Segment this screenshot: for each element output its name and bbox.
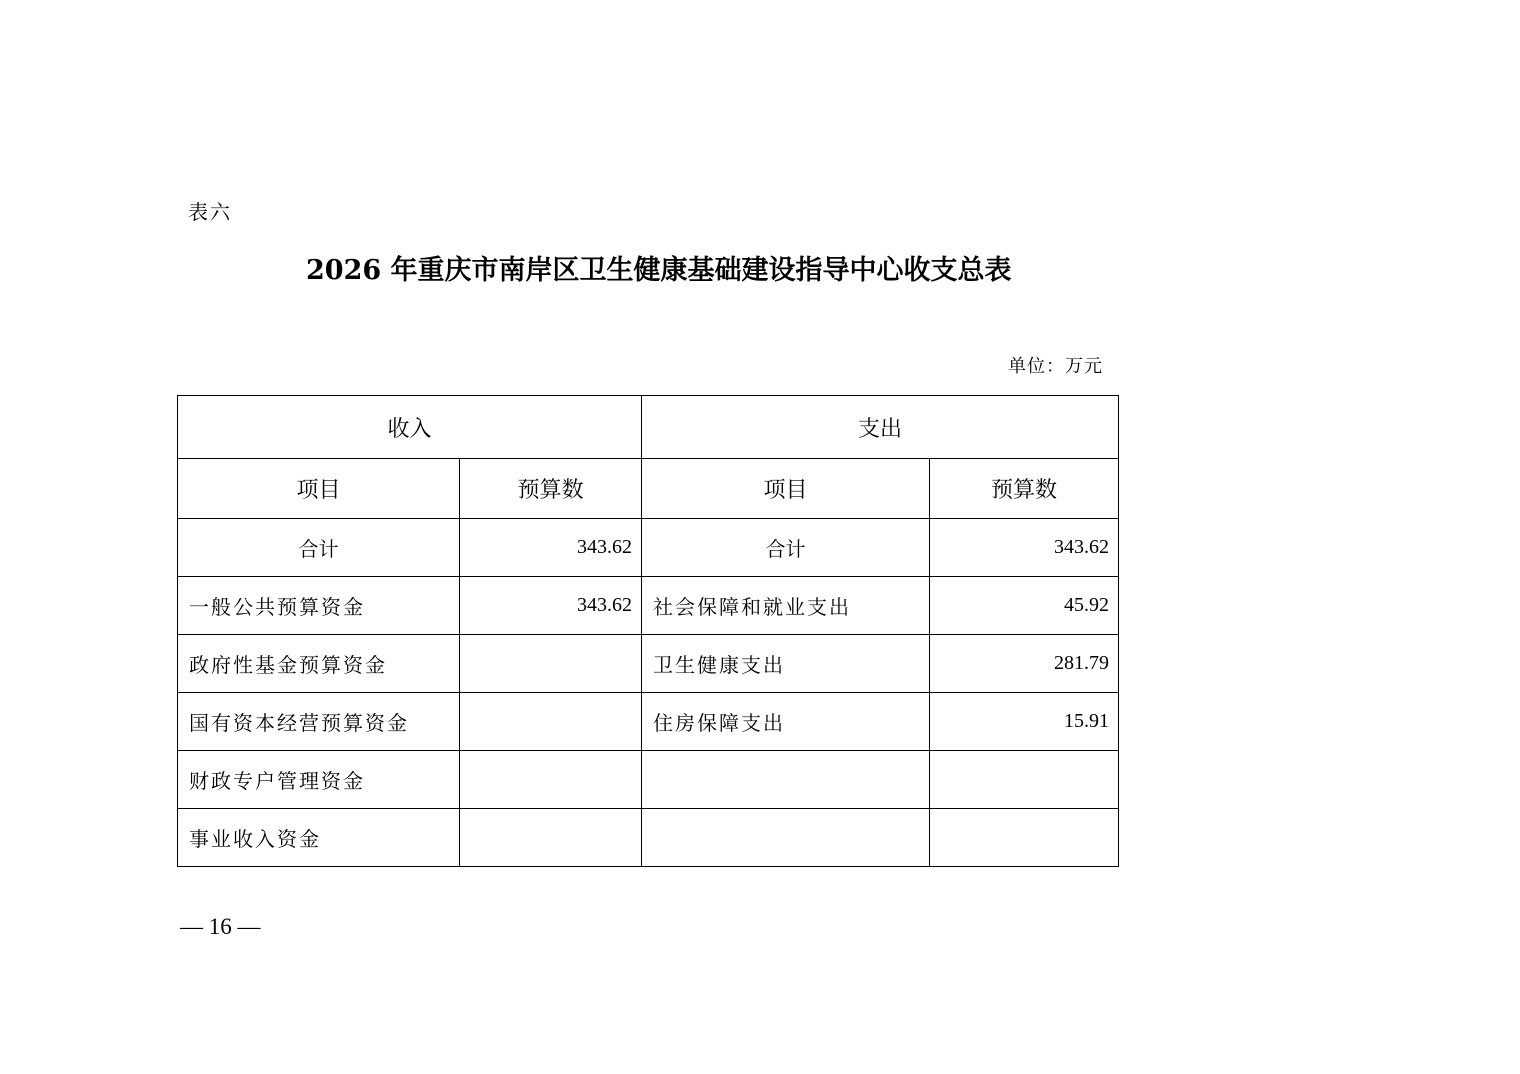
income-amount-cell (460, 751, 642, 809)
income-amount-cell: 343.62 (460, 519, 642, 577)
table-header-row (178, 396, 1119, 459)
expense-item-cell (642, 751, 930, 809)
income-amount-cell (460, 635, 642, 693)
income-budget-header: 预算数 (460, 459, 642, 519)
expense-item-cell (642, 809, 930, 867)
expense-header: 支出 (642, 396, 1119, 459)
table-row (178, 635, 1119, 693)
expense-amount-cell: 281.79 (930, 635, 1119, 693)
income-item-cell: 国有资本经营预算资金 (178, 693, 460, 751)
expense-item-cell: 卫生健康支出 (642, 635, 930, 693)
table-row (178, 809, 1119, 867)
income-item-cell: 合计 (178, 519, 460, 577)
expense-item-cell: 住房保障支出 (642, 693, 930, 751)
expense-budget-header: 预算数 (930, 459, 1119, 519)
income-amount-cell (460, 809, 642, 867)
expense-item-cell: 合计 (642, 519, 930, 577)
income-item-cell: 政府性基金预算资金 (178, 635, 460, 693)
table-row (178, 693, 1119, 751)
income-item-cell: 财政专户管理资金 (178, 751, 460, 809)
income-item-cell: 一般公共预算资金 (178, 577, 460, 635)
income-item-cell: 事业收入资金 (178, 809, 460, 867)
expense-amount-cell (930, 751, 1119, 809)
table-subheader-row (178, 459, 1119, 519)
expense-amount-cell: 15.91 (930, 693, 1119, 751)
expense-item-cell: 社会保障和就业支出 (642, 577, 930, 635)
expense-amount-cell: 45.92 (930, 577, 1119, 635)
table-row (178, 577, 1119, 635)
income-header: 收入 (178, 396, 642, 459)
income-expense-table (177, 395, 1119, 867)
table-row-total (178, 519, 1119, 577)
income-amount-cell (460, 693, 642, 751)
income-item-header: 项目 (178, 459, 460, 519)
expense-item-header: 项目 (642, 459, 930, 519)
document-title: 2026 年重庆市南岸区卫生健康基础建设指导中心收支总表 (306, 255, 1012, 286)
unit-label: 单位：万元 (1008, 356, 1103, 377)
expense-amount-cell: 343.62 (930, 519, 1119, 577)
page-number: — 16 — (180, 914, 261, 939)
expense-amount-cell (930, 809, 1119, 867)
table-label: 表六 (188, 200, 232, 224)
income-amount-cell: 343.62 (460, 577, 642, 635)
table-row (178, 751, 1119, 809)
